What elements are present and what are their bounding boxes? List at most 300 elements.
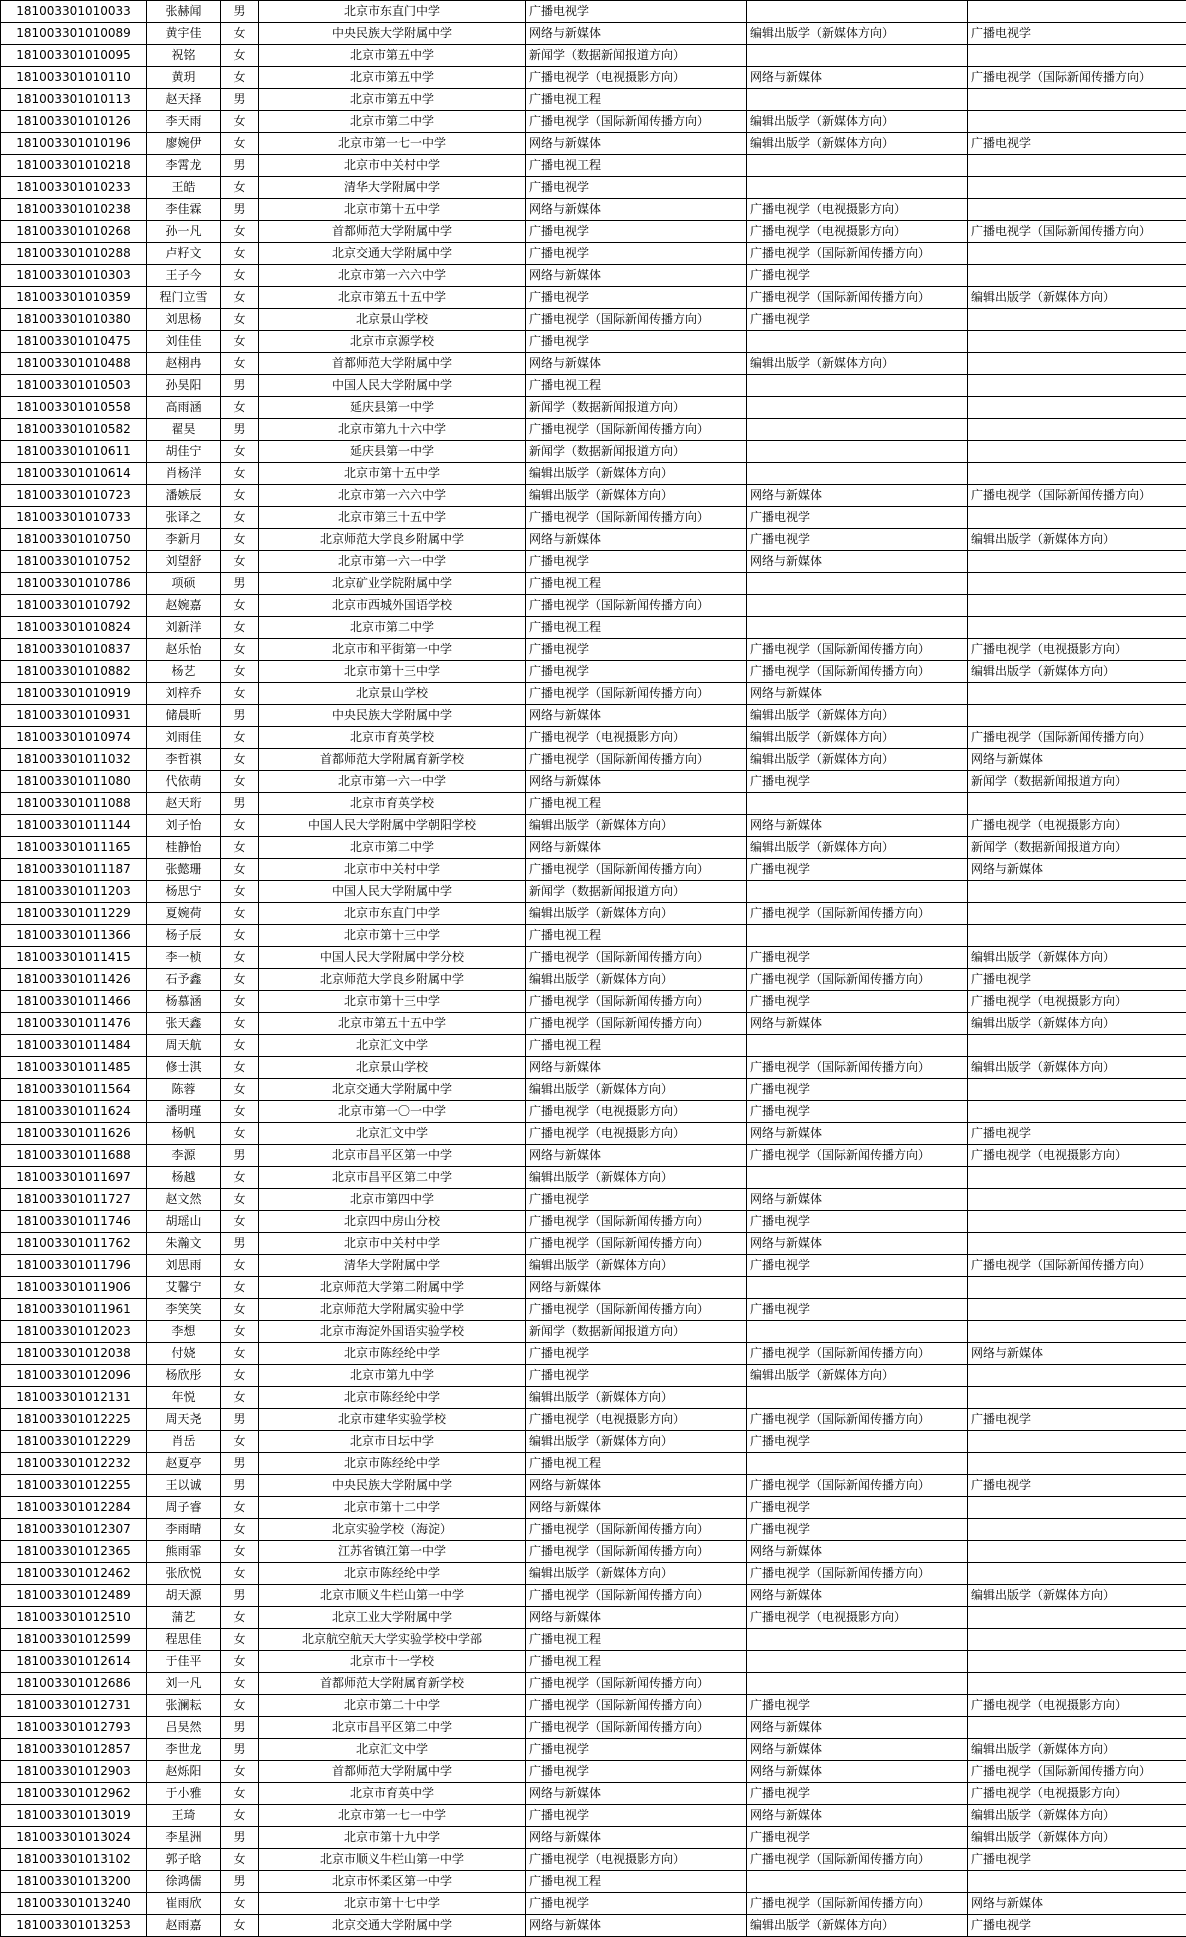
table-row [1, 1211, 1186, 1233]
student-name-cell: 胡天源 [147, 1585, 221, 1607]
second-choice-cell: 广播电视学（国际新闻传播方向） [747, 287, 968, 309]
school-cell: 北京市顺义牛栏山第一中学 [259, 1585, 526, 1607]
table-row [1, 1123, 1186, 1145]
table-row [1, 397, 1186, 419]
gender-cell: 男 [221, 1145, 259, 1167]
third-choice-cell [968, 1079, 1186, 1101]
first-choice-cell: 广播电视学 [526, 639, 747, 661]
first-choice-cell: 网络与新媒体 [526, 23, 747, 45]
school-cell: 北京市陈经纶中学 [259, 1343, 526, 1365]
gender-cell: 女 [221, 969, 259, 991]
school-cell: 清华大学附属中学 [259, 177, 526, 199]
table-row [1, 1167, 1186, 1189]
candidate-id-cell: 181003301010089 [1, 23, 147, 45]
gender-cell: 女 [221, 111, 259, 133]
third-choice-cell [968, 89, 1186, 111]
student-name-cell: 李雨晴 [147, 1519, 221, 1541]
student-name-cell: 于佳平 [147, 1651, 221, 1673]
school-cell: 北京交通大学附属中学 [259, 1079, 526, 1101]
third-choice-cell: 编辑出版学（新媒体方向） [968, 661, 1186, 683]
student-name-cell: 项硕 [147, 573, 221, 595]
school-cell: 北京市和平街第一中学 [259, 639, 526, 661]
candidate-id-cell: 181003301010095 [1, 45, 147, 67]
second-choice-cell [747, 1871, 968, 1893]
candidate-id-cell: 181003301011165 [1, 837, 147, 859]
student-name-cell: 李一桢 [147, 947, 221, 969]
school-cell: 延庆县第一中学 [259, 397, 526, 419]
third-choice-cell: 广播电视学（国际新闻传播方向） [968, 1255, 1186, 1277]
school-cell: 中国人民大学附属中学朝阳学校 [259, 815, 526, 837]
table-row [1, 1739, 1186, 1761]
candidate-id-cell: 181003301010733 [1, 507, 147, 529]
candidate-id-cell: 181003301011187 [1, 859, 147, 881]
first-choice-cell: 网络与新媒体 [526, 1915, 747, 1937]
table-row [1, 925, 1186, 947]
school-cell: 首都师范大学附属育新学校 [259, 1673, 526, 1695]
school-cell: 北京市昌平区第二中学 [259, 1167, 526, 1189]
second-choice-cell: 广播电视学（电视摄影方向） [747, 1607, 968, 1629]
second-choice-cell [747, 1167, 968, 1189]
gender-cell: 女 [221, 287, 259, 309]
table-row [1, 749, 1186, 771]
first-choice-cell: 广播电视学（电视摄影方向） [526, 67, 747, 89]
candidate-id-cell: 181003301010303 [1, 265, 147, 287]
first-choice-cell: 广播电视学（国际新闻传播方向） [526, 1519, 747, 1541]
student-name-cell: 吕昊然 [147, 1717, 221, 1739]
school-cell: 北京汇文中学 [259, 1739, 526, 1761]
student-name-cell: 张赫闻 [147, 1, 221, 23]
candidate-id-cell: 181003301012255 [1, 1475, 147, 1497]
table-row [1, 1585, 1186, 1607]
second-choice-cell: 编辑出版学（新媒体方向） [747, 727, 968, 749]
candidate-id-cell: 181003301013019 [1, 1805, 147, 1827]
third-choice-cell [968, 265, 1186, 287]
third-choice-cell: 广播电视学 [968, 1849, 1186, 1871]
second-choice-cell: 编辑出版学（新媒体方向） [747, 23, 968, 45]
table-row [1, 441, 1186, 463]
table-row [1, 1805, 1186, 1827]
first-choice-cell: 广播电视学 [526, 1805, 747, 1827]
gender-cell: 男 [221, 1827, 259, 1849]
gender-cell: 女 [221, 1761, 259, 1783]
candidate-id-cell: 181003301013240 [1, 1893, 147, 1915]
third-choice-cell [968, 881, 1186, 903]
second-choice-cell: 广播电视学 [747, 1695, 968, 1717]
table-row [1, 727, 1186, 749]
student-name-cell: 杨慕涵 [147, 991, 221, 1013]
first-choice-cell: 新闻学（数据新闻报道方向） [526, 45, 747, 67]
student-name-cell: 李笑笑 [147, 1299, 221, 1321]
table-row [1, 1343, 1186, 1365]
candidate-id-cell: 181003301010931 [1, 705, 147, 727]
school-cell: 北京航空航天大学实验学校中学部 [259, 1629, 526, 1651]
first-choice-cell: 广播电视学（国际新闻传播方向） [526, 947, 747, 969]
candidate-id-cell: 181003301010882 [1, 661, 147, 683]
candidate-id-cell: 181003301011203 [1, 881, 147, 903]
first-choice-cell: 编辑出版学（新媒体方向） [526, 969, 747, 991]
candidate-id-cell: 181003301011080 [1, 771, 147, 793]
first-choice-cell: 新闻学（数据新闻报道方向） [526, 1321, 747, 1343]
table-row [1, 1651, 1186, 1673]
gender-cell: 女 [221, 331, 259, 353]
second-choice-cell: 广播电视学 [747, 507, 968, 529]
first-choice-cell: 网络与新媒体 [526, 1145, 747, 1167]
candidate-id-cell: 181003301010837 [1, 639, 147, 661]
table-row [1, 1079, 1186, 1101]
third-choice-cell [968, 397, 1186, 419]
table-row [1, 111, 1186, 133]
student-name-cell: 郭子晗 [147, 1849, 221, 1871]
gender-cell: 女 [221, 639, 259, 661]
candidate-id-cell: 181003301011564 [1, 1079, 147, 1101]
student-name-cell: 李哲祺 [147, 749, 221, 771]
third-choice-cell [968, 353, 1186, 375]
student-name-cell: 刘雨佳 [147, 727, 221, 749]
student-name-cell: 胡瑶山 [147, 1211, 221, 1233]
student-name-cell: 肖岳 [147, 1431, 221, 1453]
third-choice-cell [968, 1387, 1186, 1409]
second-choice-cell: 编辑出版学（新媒体方向） [747, 837, 968, 859]
third-choice-cell [968, 1321, 1186, 1343]
student-name-cell: 王子今 [147, 265, 221, 287]
student-name-cell: 杨子辰 [147, 925, 221, 947]
table-row [1, 859, 1186, 881]
third-choice-cell: 网络与新媒体 [968, 859, 1186, 881]
candidate-id-cell: 181003301011426 [1, 969, 147, 991]
school-cell: 北京师范大学良乡附属中学 [259, 529, 526, 551]
second-choice-cell [747, 1387, 968, 1409]
table-row [1, 617, 1186, 639]
gender-cell: 女 [221, 1387, 259, 1409]
third-choice-cell [968, 1607, 1186, 1629]
third-choice-cell: 编辑出版学（新媒体方向） [968, 287, 1186, 309]
candidate-id-cell: 181003301012962 [1, 1783, 147, 1805]
table-row [1, 1409, 1186, 1431]
third-choice-cell [968, 1, 1186, 23]
school-cell: 北京市第五十五中学 [259, 287, 526, 309]
third-choice-cell: 广播电视学 [968, 1915, 1186, 1937]
table-row [1, 419, 1186, 441]
school-cell: 北京市中关村中学 [259, 155, 526, 177]
table-row [1, 309, 1186, 331]
student-name-cell: 李新月 [147, 529, 221, 551]
student-name-cell: 石予鑫 [147, 969, 221, 991]
gender-cell: 女 [221, 133, 259, 155]
table-row [1, 353, 1186, 375]
first-choice-cell: 广播电视学（国际新闻传播方向） [526, 1717, 747, 1739]
gender-cell: 女 [221, 1541, 259, 1563]
school-cell: 北京景山学校 [259, 309, 526, 331]
candidate-id-cell: 181003301012365 [1, 1541, 147, 1563]
gender-cell: 女 [221, 815, 259, 837]
candidate-id-cell: 181003301010503 [1, 375, 147, 397]
candidate-id-cell: 181003301012229 [1, 1431, 147, 1453]
second-choice-cell: 广播电视学 [747, 265, 968, 287]
table-row [1, 1475, 1186, 1497]
school-cell: 北京市第二中学 [259, 111, 526, 133]
candidate-id-cell: 181003301011624 [1, 1101, 147, 1123]
table-row [1, 1431, 1186, 1453]
school-cell: 北京市第一六六中学 [259, 265, 526, 287]
table-row [1, 1541, 1186, 1563]
table-row [1, 1893, 1186, 1915]
student-name-cell: 赵天珩 [147, 793, 221, 815]
gender-cell: 女 [221, 661, 259, 683]
table-row [1, 1057, 1186, 1079]
first-choice-cell: 广播电视学（国际新闻传播方向） [526, 1695, 747, 1717]
third-choice-cell [968, 1101, 1186, 1123]
second-choice-cell [747, 441, 968, 463]
student-name-cell: 李天雨 [147, 111, 221, 133]
student-name-cell: 李佳霖 [147, 199, 221, 221]
first-choice-cell: 广播电视工程 [526, 155, 747, 177]
candidate-id-cell: 181003301010110 [1, 67, 147, 89]
second-choice-cell: 广播电视学 [747, 1827, 968, 1849]
second-choice-cell: 网络与新媒体 [747, 1541, 968, 1563]
table-row [1, 1717, 1186, 1739]
table-row [1, 221, 1186, 243]
table-row [1, 375, 1186, 397]
first-choice-cell: 广播电视学（电视摄影方向） [526, 1849, 747, 1871]
table-row [1, 1035, 1186, 1057]
first-choice-cell: 广播电视工程 [526, 89, 747, 111]
gender-cell: 女 [221, 1255, 259, 1277]
table-row [1, 595, 1186, 617]
gender-cell: 女 [221, 1035, 259, 1057]
third-choice-cell: 广播电视学（电视摄影方向） [968, 1695, 1186, 1717]
second-choice-cell: 网络与新媒体 [747, 1233, 968, 1255]
third-choice-cell [968, 1717, 1186, 1739]
candidate-id-cell: 181003301010218 [1, 155, 147, 177]
first-choice-cell: 广播电视学（国际新闻传播方向） [526, 1673, 747, 1695]
school-cell: 北京市东直门中学 [259, 1, 526, 23]
candidate-id-cell: 181003301011229 [1, 903, 147, 925]
candidate-id-cell: 181003301011476 [1, 1013, 147, 1035]
candidate-id-cell: 181003301010723 [1, 485, 147, 507]
candidate-id-cell: 181003301010582 [1, 419, 147, 441]
first-choice-cell: 网络与新媒体 [526, 771, 747, 793]
first-choice-cell: 网络与新媒体 [526, 1497, 747, 1519]
first-choice-cell: 编辑出版学（新媒体方向） [526, 1431, 747, 1453]
table-row [1, 1519, 1186, 1541]
third-choice-cell [968, 507, 1186, 529]
gender-cell: 女 [221, 1607, 259, 1629]
first-choice-cell: 广播电视学（电视摄影方向） [526, 727, 747, 749]
candidate-id-cell: 181003301012225 [1, 1409, 147, 1431]
school-cell: 北京市京源学校 [259, 331, 526, 353]
second-choice-cell: 广播电视学（电视摄影方向） [747, 199, 968, 221]
student-name-cell: 储晨昕 [147, 705, 221, 727]
first-choice-cell: 广播电视学（国际新闻传播方向） [526, 309, 747, 331]
third-choice-cell [968, 1541, 1186, 1563]
school-cell: 北京市第一七一中学 [259, 133, 526, 155]
table-row [1, 573, 1186, 595]
candidate-id-cell: 181003301011415 [1, 947, 147, 969]
third-choice-cell: 广播电视学（电视摄影方向） [968, 1783, 1186, 1805]
second-choice-cell: 广播电视学（国际新闻传播方向） [747, 969, 968, 991]
second-choice-cell [747, 1673, 968, 1695]
second-choice-cell: 网络与新媒体 [747, 1189, 968, 1211]
second-choice-cell [747, 463, 968, 485]
third-choice-cell [968, 1673, 1186, 1695]
first-choice-cell: 广播电视学（国际新闻传播方向） [526, 507, 747, 529]
candidate-id-cell: 181003301012599 [1, 1629, 147, 1651]
first-choice-cell: 新闻学（数据新闻报道方向） [526, 881, 747, 903]
gender-cell: 男 [221, 419, 259, 441]
candidate-id-cell: 181003301010919 [1, 683, 147, 705]
first-choice-cell: 网络与新媒体 [526, 133, 747, 155]
second-choice-cell: 广播电视学 [747, 947, 968, 969]
first-choice-cell: 广播电视学（国际新闻传播方向） [526, 1013, 747, 1035]
student-name-cell: 孙一凡 [147, 221, 221, 243]
second-choice-cell: 广播电视学 [747, 771, 968, 793]
student-name-cell: 卢籽文 [147, 243, 221, 265]
student-name-cell: 王以诚 [147, 1475, 221, 1497]
gender-cell: 女 [221, 1805, 259, 1827]
gender-cell: 男 [221, 155, 259, 177]
candidate-id-cell: 181003301010359 [1, 287, 147, 309]
student-name-cell: 艾馨宁 [147, 1277, 221, 1299]
first-choice-cell: 广播电视学 [526, 1343, 747, 1365]
student-name-cell: 崔雨欣 [147, 1893, 221, 1915]
table-row [1, 331, 1186, 353]
school-cell: 首都师范大学附属中学 [259, 353, 526, 375]
student-name-cell: 潘明瑾 [147, 1101, 221, 1123]
table-row [1, 199, 1186, 221]
first-choice-cell: 网络与新媒体 [526, 705, 747, 727]
second-choice-cell: 广播电视学（国际新闻传播方向） [747, 1057, 968, 1079]
candidate-id-cell: 181003301011697 [1, 1167, 147, 1189]
gender-cell: 女 [221, 1079, 259, 1101]
second-choice-cell: 网络与新媒体 [747, 551, 968, 573]
gender-cell: 男 [221, 793, 259, 815]
student-name-cell: 李源 [147, 1145, 221, 1167]
school-cell: 北京市中关村中学 [259, 1233, 526, 1255]
gender-cell: 女 [221, 1211, 259, 1233]
candidate-id-cell: 181003301011484 [1, 1035, 147, 1057]
first-choice-cell: 广播电视学（国际新闻传播方向） [526, 1299, 747, 1321]
school-cell: 北京师范大学第二附属中学 [259, 1277, 526, 1299]
student-name-cell: 赵栩冉 [147, 353, 221, 375]
school-cell: 北京市第十五中学 [259, 199, 526, 221]
candidate-id-cell: 181003301010233 [1, 177, 147, 199]
first-choice-cell: 编辑出版学（新媒体方向） [526, 1079, 747, 1101]
table-body [1, 1, 1186, 1937]
student-name-cell: 刘思雨 [147, 1255, 221, 1277]
gender-cell: 女 [221, 1651, 259, 1673]
school-cell: 中央民族大学附属中学 [259, 705, 526, 727]
school-cell: 北京市第三十五中学 [259, 507, 526, 529]
gender-cell: 女 [221, 507, 259, 529]
first-choice-cell: 广播电视学（国际新闻传播方向） [526, 419, 747, 441]
third-choice-cell: 广播电视学 [968, 969, 1186, 991]
table-row [1, 89, 1186, 111]
student-name-cell: 杨欣彤 [147, 1365, 221, 1387]
first-choice-cell: 广播电视学（国际新闻传播方向） [526, 1585, 747, 1607]
third-choice-cell [968, 573, 1186, 595]
candidate-id-cell: 181003301012731 [1, 1695, 147, 1717]
table-row [1, 903, 1186, 925]
second-choice-cell: 网络与新媒体 [747, 815, 968, 837]
first-choice-cell: 广播电视学 [526, 1739, 747, 1761]
candidate-id-cell: 181003301011961 [1, 1299, 147, 1321]
student-name-cell: 赵天择 [147, 89, 221, 111]
gender-cell: 女 [221, 265, 259, 287]
gender-cell: 女 [221, 485, 259, 507]
school-cell: 中国人民大学附属中学 [259, 881, 526, 903]
third-choice-cell: 广播电视学（国际新闻传播方向） [968, 485, 1186, 507]
school-cell: 北京师范大学附属实验中学 [259, 1299, 526, 1321]
student-name-cell: 陈蓉 [147, 1079, 221, 1101]
gender-cell: 女 [221, 1519, 259, 1541]
school-cell: 中国人民大学附属中学 [259, 375, 526, 397]
gender-cell: 女 [221, 45, 259, 67]
student-name-cell: 赵文然 [147, 1189, 221, 1211]
student-name-cell: 于小雅 [147, 1783, 221, 1805]
student-name-cell: 程门立雪 [147, 287, 221, 309]
first-choice-cell: 广播电视学 [526, 661, 747, 683]
first-choice-cell: 编辑出版学（新媒体方向） [526, 1167, 747, 1189]
student-name-cell: 孙昊阳 [147, 375, 221, 397]
table-row [1, 67, 1186, 89]
first-choice-cell: 广播电视学 [526, 1893, 747, 1915]
first-choice-cell: 网络与新媒体 [526, 1783, 747, 1805]
student-name-cell: 杨帆 [147, 1123, 221, 1145]
student-name-cell: 徐鸿儒 [147, 1871, 221, 1893]
table-row [1, 1321, 1186, 1343]
first-choice-cell: 广播电视学（国际新闻传播方向） [526, 859, 747, 881]
school-cell: 北京交通大学附属中学 [259, 243, 526, 265]
first-choice-cell: 广播电视工程 [526, 1871, 747, 1893]
table-row [1, 1497, 1186, 1519]
school-cell: 北京市第十三中学 [259, 925, 526, 947]
table-row [1, 155, 1186, 177]
student-name-cell: 胡佳宁 [147, 441, 221, 463]
student-name-cell: 刘子怡 [147, 815, 221, 837]
first-choice-cell: 广播电视工程 [526, 375, 747, 397]
gender-cell: 女 [221, 1189, 259, 1211]
school-cell: 北京市第十九中学 [259, 1827, 526, 1849]
candidate-id-cell: 181003301012307 [1, 1519, 147, 1541]
third-choice-cell: 编辑出版学（新媒体方向） [968, 947, 1186, 969]
gender-cell: 男 [221, 1, 259, 23]
school-cell: 中国人民大学附属中学分校 [259, 947, 526, 969]
candidate-id-cell: 181003301010974 [1, 727, 147, 749]
second-choice-cell: 广播电视学（电视摄影方向） [747, 221, 968, 243]
first-choice-cell: 网络与新媒体 [526, 837, 747, 859]
candidate-id-cell: 181003301013102 [1, 1849, 147, 1871]
gender-cell: 女 [221, 727, 259, 749]
second-choice-cell: 广播电视学 [747, 1519, 968, 1541]
second-choice-cell: 广播电视学 [747, 1783, 968, 1805]
second-choice-cell [747, 617, 968, 639]
gender-cell: 女 [221, 749, 259, 771]
third-choice-cell [968, 331, 1186, 353]
candidate-id-cell: 181003301011727 [1, 1189, 147, 1211]
first-choice-cell: 广播电视学 [526, 177, 747, 199]
second-choice-cell [747, 155, 968, 177]
third-choice-cell [968, 1299, 1186, 1321]
first-choice-cell: 编辑出版学（新媒体方向） [526, 485, 747, 507]
school-cell: 北京市第十五中学 [259, 463, 526, 485]
gender-cell: 女 [221, 1783, 259, 1805]
gender-cell: 男 [221, 573, 259, 595]
school-cell: 北京市育英学校 [259, 727, 526, 749]
gender-cell: 女 [221, 947, 259, 969]
table-row [1, 991, 1186, 1013]
candidate-id-cell: 181003301011466 [1, 991, 147, 1013]
gender-cell: 男 [221, 199, 259, 221]
